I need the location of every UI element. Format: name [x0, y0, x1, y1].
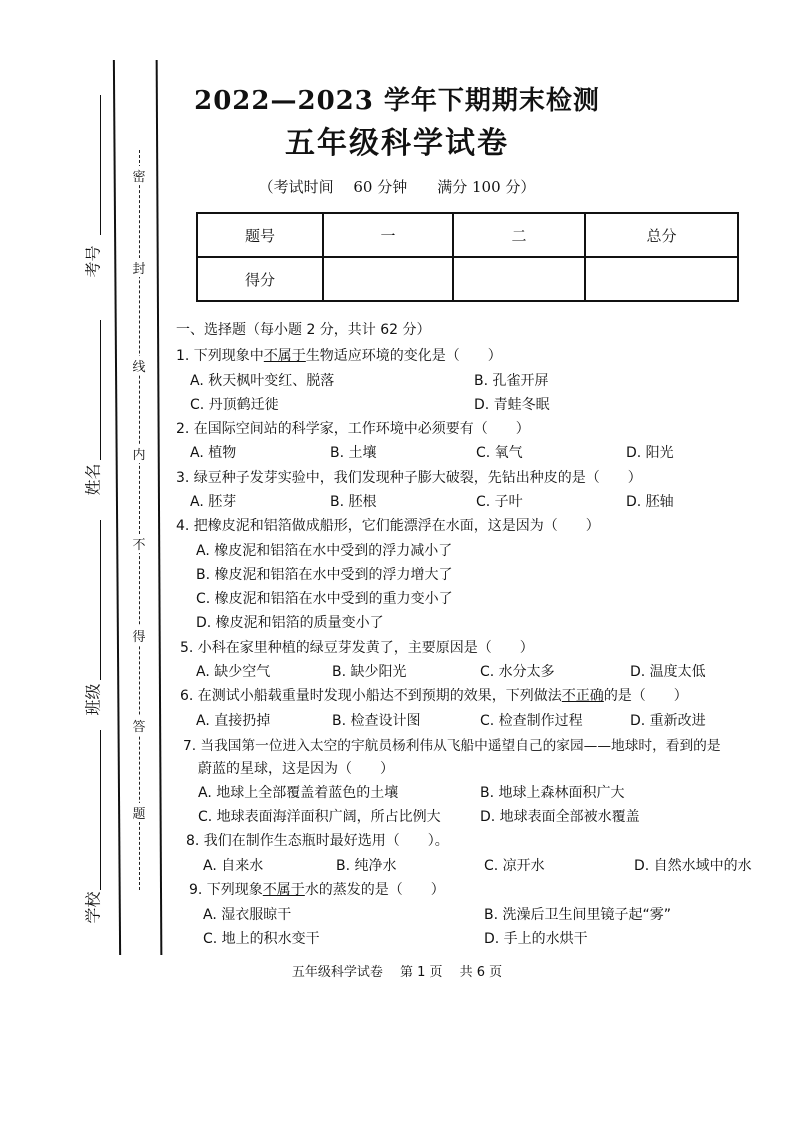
q1-option-d[interactable]: D. 青蛙冬眠 [474, 397, 550, 413]
score-table-score-row [197, 257, 738, 301]
q1-option-c[interactable]: C. 丹顶鹤迁徙 [190, 397, 279, 413]
q4-option-b[interactable]: B. 橡皮泥和铝箔在水中受到的浮力增大了 [196, 567, 453, 583]
q5-option-c[interactable]: C. 水分太多 [480, 664, 555, 680]
q8-option-c[interactable]: C. 凉开水 [484, 858, 545, 874]
score-table-label-score: 得分 [197, 257, 323, 301]
q6-option-d[interactable]: D. 重新改进 [630, 713, 706, 729]
score-cell-total[interactable] [585, 257, 738, 301]
q6-option-c[interactable]: C. 检查制作过程 [480, 713, 583, 729]
school-field[interactable] [100, 730, 101, 890]
question-5: 5. 小科在家里种植的绿豆芽发黄了，主要原因是（ ） [180, 640, 534, 656]
seal-char-2: 封 [131, 258, 147, 277]
question-3: 3. 绿豆种子发芽实验中，我们发现种子膨大破裂，先钻出种皮的是（ ） [176, 470, 642, 486]
exam-info: （考试时间 60 分钟 满分 100 分） [258, 178, 536, 196]
score-table-col-2: 二 [453, 213, 585, 257]
q3-option-b[interactable]: B. 胚根 [330, 494, 377, 510]
q9-option-c[interactable]: C. 地上的积水变干 [203, 931, 320, 947]
q9-option-b[interactable]: B. 洗澡后卫生间里镜子起“雾” [484, 907, 672, 923]
question-9: 9. 下列现象不属于水的蒸发的是（ ） [189, 882, 445, 898]
q3-option-c[interactable]: C. 子叶 [476, 494, 523, 510]
q7-option-a[interactable]: A. 地球上全部覆盖着蓝色的土壤 [198, 785, 399, 801]
question-8: 8. 我们在制作生态瓶时最好选用（ ）。 [186, 833, 449, 849]
name-label: 姓名 [83, 463, 103, 496]
seal-char-1: 密 [131, 166, 147, 185]
q9-option-d[interactable]: D. 手上的水烘干 [484, 931, 588, 947]
q3-option-a[interactable]: A. 胚芽 [190, 494, 237, 510]
page-footer: 五年级科学试卷 第 1 页 共 6 页 [291, 965, 503, 980]
q5-option-d[interactable]: D. 温度太低 [630, 664, 706, 680]
section-heading: 一、选择题（每小题 2 分，共计 62 分） [176, 322, 431, 338]
q4-option-c[interactable]: C. 橡皮泥和铝箔在水中受到的重力变小了 [196, 591, 453, 607]
score-table [196, 212, 739, 302]
class-label: 班级 [83, 683, 103, 716]
question-7: 7. 当我国第一位进入太空的宇航员杨利伟从飞船中遥望自己的家园——地球时，看到的是 [183, 738, 721, 754]
score-table-col-total: 总分 [585, 213, 738, 257]
question-7-cont: 蔚蓝的星球，这是因为（ ） [198, 761, 394, 777]
question-2: 2. 在国际空间站的科学家，工作环境中必须要有（ ） [176, 421, 530, 437]
exam-number-label: 考号 [83, 245, 103, 278]
q2-option-c[interactable]: C. 氧气 [476, 445, 523, 461]
seal-char-3: 线 [131, 356, 147, 375]
seal-char-4: 内 [131, 444, 147, 463]
seal-char-7: 答 [131, 716, 147, 735]
score-table-header-row [197, 213, 738, 257]
q6-option-b[interactable]: B. 检查设计图 [332, 713, 421, 729]
score-table-label-question-no: 题号 [197, 213, 323, 257]
seal-char-6: 得 [131, 626, 147, 645]
score-cell-1[interactable] [323, 257, 453, 301]
q5-option-a[interactable]: A. 缺少空气 [196, 664, 271, 680]
q7-option-b[interactable]: B. 地球上森林面积广大 [480, 785, 625, 801]
q8-option-d[interactable]: D. 自然水域中的水 [634, 858, 752, 874]
score-table-col-1: 一 [323, 213, 453, 257]
q8-option-a[interactable]: A. 自来水 [203, 858, 264, 874]
q7-option-d[interactable]: D. 地球表面全部被水覆盖 [480, 809, 640, 825]
name-field[interactable] [100, 320, 101, 460]
q6-option-a[interactable]: A. 直接扔掉 [196, 713, 271, 729]
q5-option-b[interactable]: B. 缺少阳光 [332, 664, 407, 680]
class-field[interactable] [100, 520, 101, 680]
q4-option-a[interactable]: A. 橡皮泥和铝箔在水中受到的浮力减小了 [196, 543, 453, 559]
q9-option-a[interactable]: A. 湿衣服晾干 [203, 907, 292, 923]
q1-option-a[interactable]: A. 秋天枫叶变红、脱落 [190, 373, 335, 389]
exam-title: 2022—2023 学年下期期末检测 [194, 86, 600, 116]
q2-option-b[interactable]: B. 土壤 [330, 445, 377, 461]
q2-option-d[interactable]: D. 阳光 [626, 445, 674, 461]
q3-option-d[interactable]: D. 胚轴 [626, 494, 674, 510]
q8-option-b[interactable]: B. 纯净水 [336, 858, 397, 874]
q4-option-d[interactable]: D. 橡皮泥和铝箔的质量变小了 [196, 615, 384, 631]
q7-option-c[interactable]: C. 地球表面海洋面积广阔，所占比例大 [198, 809, 441, 825]
seal-char-5: 不 [131, 534, 147, 553]
q1-option-b[interactable]: B. 孔雀开屏 [474, 373, 549, 389]
question-1: 1. 下列现象中不属于生物适应环境的变化是（ ） [176, 348, 502, 364]
seal-char-8: 题 [131, 803, 147, 822]
school-label: 学校 [83, 891, 103, 924]
q2-option-a[interactable]: A. 植物 [190, 445, 237, 461]
exam-subject: 五年级科学试卷 [285, 126, 509, 161]
question-4: 4. 把橡皮泥和铝箔做成船形，它们能漂浮在水面，这是因为（ ） [176, 518, 600, 534]
score-cell-2[interactable] [453, 257, 585, 301]
question-6: 6. 在测试小船载重量时发现小船达不到预期的效果，下列做法不正确的是（ ） [180, 688, 688, 704]
